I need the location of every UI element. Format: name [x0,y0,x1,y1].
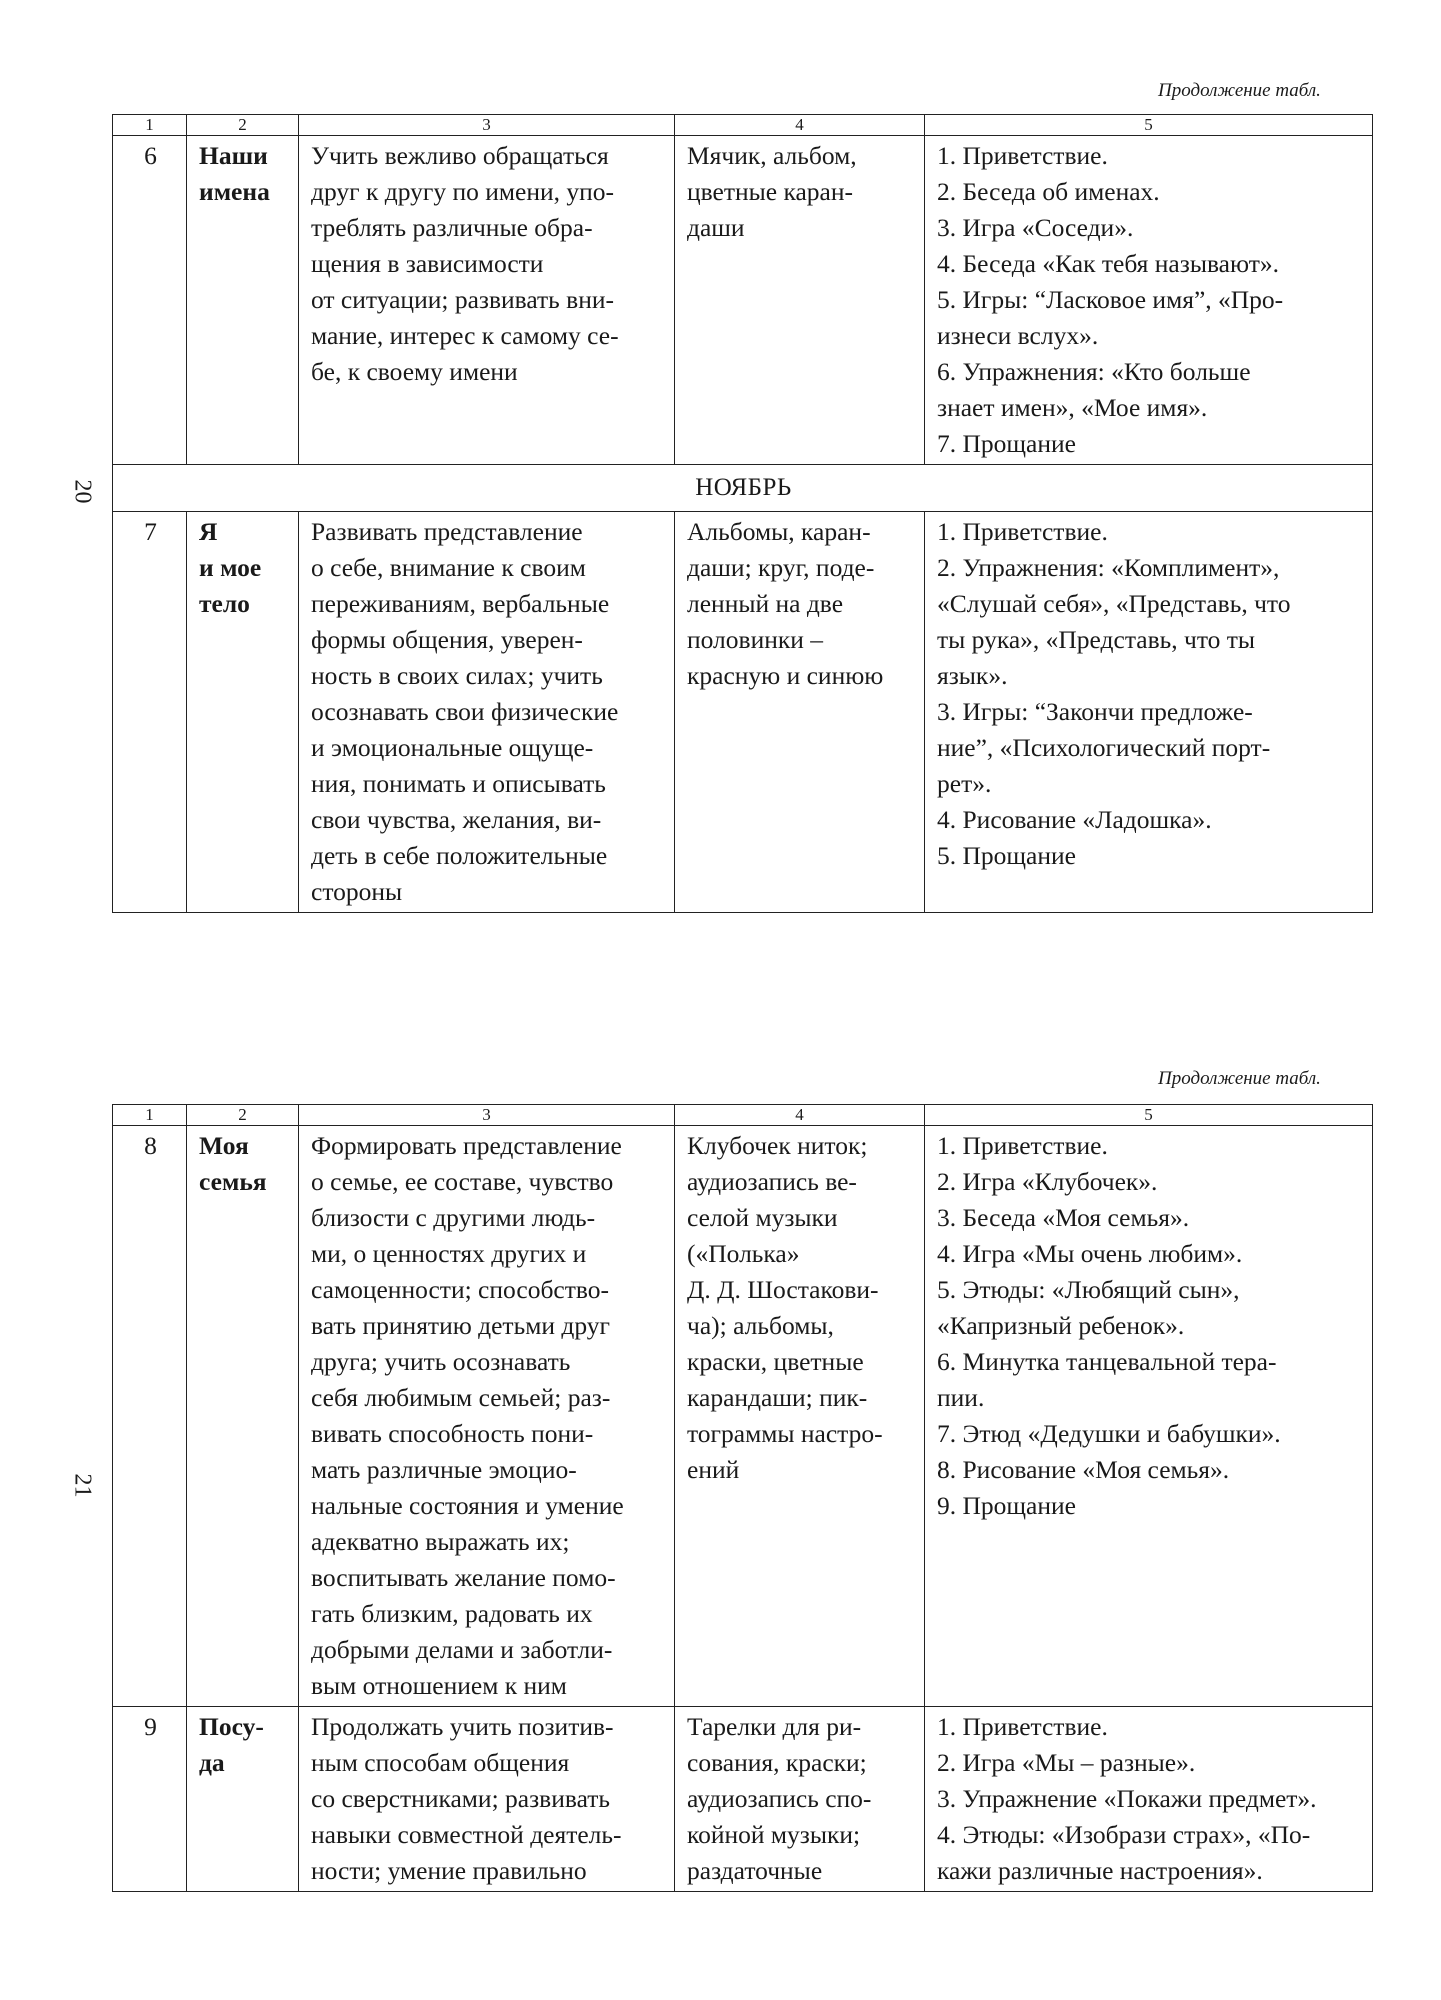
lesson-topic [187,1126,299,1707]
goals-line: самоценности; способство- [311,1275,610,1304]
goals-line: Развивать представление [311,517,583,546]
activity-line: «Капризный ребенок». [937,1311,1185,1340]
goals-line: о себе, внимание к своим [311,553,586,582]
table-row [113,1126,1373,1707]
activity-line: 1. Приветствие. [937,1712,1108,1741]
activity-line: язык». [937,661,1008,690]
materials-line: койной музыки; [687,1820,861,1849]
table-row [113,1707,1373,1892]
materials-line: Клубочек ниток; [687,1131,868,1160]
lesson-number: 8 [113,1126,187,1707]
goals-line: о семье, ее составе, чувство [311,1167,614,1196]
goals-line: близости с другими людь- [311,1203,596,1232]
lesson-goals [299,136,675,465]
activity-line: ты рука», «Представь, что ты [937,625,1256,654]
materials-line: Мячик, альбом, [687,141,857,170]
goals-line: мать различные эмоцио- [311,1455,577,1484]
col-number: 4 [675,115,925,136]
goals-line: треблять различные обра- [311,213,593,242]
lesson-materials [675,1126,925,1707]
activity-line: 4. Игра «Мы очень любим». [937,1239,1243,1268]
goals-line: ния, понимать и описывать [311,769,606,798]
activity-line: кажи различные настроения». [937,1856,1263,1885]
goals-line: ности; умение правильно [311,1856,587,1885]
activity-line: 5. Этюды: «Любящий сын», [937,1275,1240,1304]
goals-line: адекватно выражать их; [311,1527,570,1556]
lesson-materials [675,512,925,913]
goals-line: добрыми делами и заботли- [311,1635,613,1664]
activity-line: 5. Прощание [937,841,1076,870]
materials-line: ча); альбомы, [687,1311,834,1340]
lesson-materials [675,1707,925,1892]
activity-line: 1. Приветствие. [937,517,1108,546]
activity-line: 7. Этюд «Дедушки и бабушки». [937,1419,1281,1448]
materials-line: сования, краски; [687,1748,867,1777]
goals-line: Формировать представление [311,1131,622,1160]
materials-line: цветные каран- [687,177,853,206]
goals-line: Продолжать учить позитив- [311,1712,614,1741]
materials-line: раздаточные [687,1856,823,1885]
materials-line: тограммы настро- [687,1419,883,1448]
materials-line: ений [687,1455,740,1484]
materials-line: красную и синюю [687,661,884,690]
topic-line: семья [199,1167,267,1196]
goals-line: гать близким, радовать их [311,1599,593,1628]
lesson-activities [925,512,1373,913]
col-number: 3 [299,115,675,136]
col-number: 2 [187,1105,299,1126]
goals-line: друга; учить осознавать [311,1347,571,1376]
activity-line: 5. Игры: “Ласковое имя”, «Про- [937,285,1284,314]
table-row [113,512,1373,913]
materials-line: аудиозапись спо- [687,1784,872,1813]
materials-line: даши [687,213,745,242]
materials-line: аудиозапись ве- [687,1167,857,1196]
col-number: 3 [299,1105,675,1126]
lesson-plan-table [112,114,1373,913]
lesson-activities [925,1707,1373,1892]
goals-line: бе, к своему имени [311,357,518,386]
lesson-topic [187,512,299,913]
lesson-activities [925,136,1373,465]
goals-line: ность в своих силах; учить [311,661,603,690]
activity-line: 2. Беседа об именах. [937,177,1160,206]
lesson-plan-table [112,1104,1373,1892]
lesson-topic [187,1707,299,1892]
activity-line: 4. Этюды: «Изобрази страх», «По- [937,1820,1311,1849]
col-number: 1 [113,1105,187,1126]
activity-line: 1. Приветствие. [937,141,1108,170]
month-heading: НОЯБРЬ [113,465,1373,512]
materials-line: даши; круг, поде- [687,553,875,582]
col-number: 5 [925,115,1373,136]
column-number-row [113,115,1373,136]
page-number: 20 [69,479,96,504]
topic-line: тело [199,589,250,618]
topic-line: да [199,1748,225,1777]
continuation-label: Продолжение табл. [1158,80,1321,101]
activity-line: 2. Игра «Мы – разные». [937,1748,1196,1777]
goals-line: деть в себе положительные [311,841,608,870]
materials-line: краски, цветные [687,1347,864,1376]
goals-line: со сверстниками; развивать [311,1784,611,1813]
col-number: 4 [675,1105,925,1126]
lesson-number: 9 [113,1707,187,1892]
activity-line: изнеси вслух». [937,321,1099,350]
activity-line: знает имен», «Мое имя». [937,393,1208,422]
activity-line: 6. Минутка танцевальной тера- [937,1347,1277,1376]
activity-line: пии. [937,1383,985,1412]
activity-line: 3. Игры: “Закончи предложе- [937,697,1253,726]
goals-line: формы общения, уверен- [311,625,583,654]
lesson-number: 6 [113,136,187,465]
lesson-goals [299,512,675,913]
goals-line: осознавать свои физические [311,697,619,726]
activity-line: 2. Упражнения: «Комплимент», [937,553,1280,582]
activity-line: 3. Игра «Соседи». [937,213,1134,242]
goals-line: вать принятию детьми друг [311,1311,610,1340]
goals-line: щения в зависимости [311,249,544,278]
goals-line: от ситуации; развивать вни- [311,285,614,314]
goals-line: вым отношением к ним [311,1671,567,1700]
activity-line: 3. Упражнение «Покажи предмет». [937,1784,1317,1813]
activity-line: 9. Прощание [937,1491,1076,1520]
activity-line: рет». [937,769,992,798]
month-row [113,465,1373,512]
goals-line: вивать способность пони- [311,1419,594,1448]
goals-line: себя любимым семьей; раз- [311,1383,611,1412]
goals-line: стороны [311,877,403,906]
goals-line: воспитывать желание помо- [311,1563,616,1592]
goals-line: и эмоциональные ощуще- [311,733,594,762]
topic-line: Я [199,517,218,546]
goals-line: навыки совместной деятель- [311,1820,622,1849]
topic-line: и мое [199,553,262,582]
goals-line: друг к другу по имени, упо- [311,177,615,206]
lesson-goals [299,1707,675,1892]
materials-line: ленный на две [687,589,844,618]
materials-line: Тарелки для ри- [687,1712,862,1741]
activity-line: 7. Прощание [937,429,1076,458]
goals-line: свои чувства, желания, ви- [311,805,602,834]
lesson-activities [925,1126,1373,1707]
goals-line: Учить вежливо обращаться [311,141,609,170]
materials-line: карандаши; пик- [687,1383,868,1412]
materials-line: («Полька» [687,1239,800,1268]
activity-line: 6. Упражнения: «Кто больше [937,357,1251,386]
activity-line: 2. Игра «Клубочек». [937,1167,1158,1196]
col-number: 2 [187,115,299,136]
activity-line: 1. Приветствие. [937,1131,1108,1160]
activity-line: 3. Беседа «Моя семья». [937,1203,1190,1232]
goals-line: нальные состояния и умение [311,1491,624,1520]
topic-line: Посу- [199,1712,264,1741]
goals-line: ми, о ценностях других и [311,1239,587,1268]
lesson-goals [299,1126,675,1707]
activity-line: 8. Рисование «Моя семья». [937,1455,1230,1484]
goals-line: мание, интерес к самому се- [311,321,619,350]
col-number: 1 [113,115,187,136]
topic-line: Наши [199,141,268,170]
column-number-row [113,1105,1373,1126]
activity-line: 4. Беседа «Как тебя называют». [937,249,1279,278]
page-number: 21 [69,1473,96,1498]
materials-line: Альбомы, каран- [687,517,871,546]
activity-line: «Слушай себя», «Представь, что [937,589,1291,618]
goals-line: ным способам общения [311,1748,570,1777]
lesson-number: 7 [113,512,187,913]
activity-line: 4. Рисование «Ладошка». [937,805,1212,834]
lesson-materials [675,136,925,465]
materials-line: Д. Д. Шостакови- [687,1275,879,1304]
topic-line: имена [199,177,270,206]
materials-line: половинки – [687,625,824,654]
continuation-label: Продолжение табл. [1158,1068,1321,1089]
materials-line: селой музыки [687,1203,838,1232]
col-number: 5 [925,1105,1373,1126]
topic-line: Моя [199,1131,249,1160]
activity-line: ние”, «Психологический порт- [937,733,1271,762]
lesson-topic [187,136,299,465]
table-row [113,136,1373,465]
goals-line: переживаниям, вербальные [311,589,610,618]
